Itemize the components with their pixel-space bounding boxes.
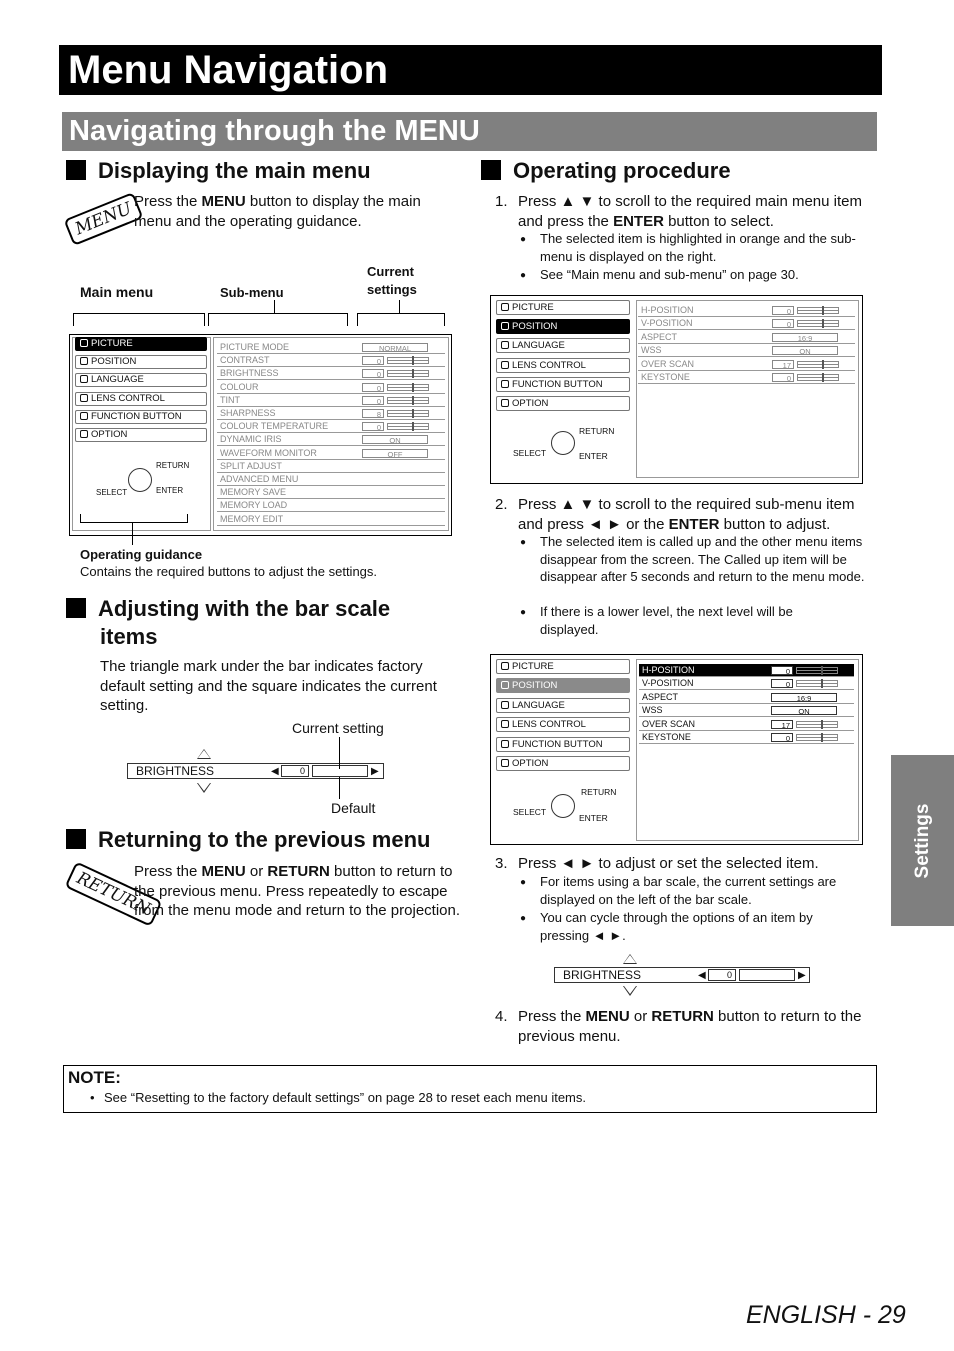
sub-menu-item-value: 17 xyxy=(772,360,794,369)
main-menu-item[interactable] xyxy=(75,337,207,351)
sub-menu-item-label: KEYSTONE xyxy=(642,732,691,742)
sub-menu-item[interactable] xyxy=(639,718,854,731)
sub-menu-item-label: SPLIT ADJUST xyxy=(220,460,282,471)
main-menu-item-label: OPTION xyxy=(512,758,549,769)
step2-bullet2: ● If there is a lower level, the next level will be displayed. xyxy=(540,603,840,638)
heading-displaying: Displaying the main menu xyxy=(66,157,371,185)
main-menu-item-label: LENS CONTROL xyxy=(512,359,586,371)
guide-select: SELECT xyxy=(513,448,547,458)
step3-number: 3. xyxy=(495,855,508,872)
sub-menu-item-label: WSS xyxy=(641,345,662,356)
sub-menu-item[interactable] xyxy=(217,473,445,486)
sub-menu-item-label: OVER SCAN xyxy=(641,358,695,369)
sub-menu-item-value: 8 xyxy=(362,409,384,418)
sub-menu-item-value: 0 xyxy=(771,666,793,675)
main-menu-item-label: LENS CONTROL xyxy=(91,392,165,404)
displaying-text: Press the MENU button to display the main menu and the operating guidance. xyxy=(134,193,421,230)
bar-scale xyxy=(387,357,429,364)
sub-menu-item[interactable] xyxy=(638,358,855,371)
bar-scale xyxy=(387,397,429,404)
guidance-text: Contains the required buttons to adjust the settings. xyxy=(80,564,378,579)
menu-item-icon xyxy=(80,430,88,438)
sub-menu-item[interactable] xyxy=(638,304,855,317)
menu-item-icon xyxy=(80,339,88,347)
menu-item-icon xyxy=(501,662,509,670)
menu-item-icon xyxy=(501,380,509,388)
sub-menu-item-value: 0 xyxy=(362,383,384,392)
step4-text: Press the MENU or RETURN button to return to the previous menu. xyxy=(518,1008,862,1045)
sub-menu-item-label: WAVEFORM MONITOR xyxy=(220,447,317,458)
main-menu-item-label: PICTURE xyxy=(512,661,554,672)
sub-menu-item[interactable] xyxy=(217,499,445,512)
label-default: Default xyxy=(331,800,376,816)
sub-menu-item[interactable] xyxy=(217,513,445,526)
main-menu-item[interactable] xyxy=(75,428,207,442)
menu-item-icon xyxy=(501,701,509,709)
sub-menu-item-label: H-POSITION xyxy=(642,665,695,675)
bar-track xyxy=(312,765,368,777)
sub-menu-item-label: KEYSTONE xyxy=(641,372,690,382)
sub-menu-item-label: SHARPNESS xyxy=(220,408,276,418)
main-menu-item[interactable] xyxy=(75,410,207,424)
sub-menu-item-value: 0 xyxy=(362,356,384,365)
note-bullet: • xyxy=(90,1090,95,1105)
bar-scale xyxy=(797,320,839,327)
sub-menu-item[interactable] xyxy=(217,367,445,380)
step1-text: Press ▲ ▼ to scroll to the required main menu item and press the ENTER button to select. xyxy=(518,193,862,230)
sub-menu-item-label: COLOUR TEMPERATURE xyxy=(220,421,329,432)
sub-menu-item[interactable] xyxy=(639,664,854,677)
sub-menu-item[interactable] xyxy=(217,486,445,499)
menu-screen-step1 xyxy=(490,295,863,484)
sub-menu-item[interactable] xyxy=(639,731,854,744)
main-menu-screen xyxy=(69,334,452,536)
sub-menu-item-value: ON xyxy=(362,435,428,444)
bar-scale xyxy=(796,721,838,728)
guide-select: SELECT xyxy=(513,807,547,817)
sub-menu-item-value: 0 xyxy=(362,369,384,378)
sub-menu-item-value: ON xyxy=(772,346,838,355)
sub-menu-item-label: OVER SCAN xyxy=(642,718,696,729)
bar-scale xyxy=(387,410,429,417)
sub-menu-item-value: 16:9 xyxy=(772,333,838,342)
menu-item-icon xyxy=(80,357,88,365)
menu-button-icon: MENU xyxy=(63,192,143,246)
right-arrow-icon: ▶ xyxy=(798,970,806,981)
sub-menu-item-value: OFF xyxy=(362,449,428,458)
step1-number: 1. xyxy=(495,193,508,210)
main-menu-item[interactable] xyxy=(75,355,207,369)
sub-menu-item-value: 0 xyxy=(772,306,794,315)
bar-value: 0 xyxy=(708,969,736,981)
section-title: Navigating through the MENU xyxy=(62,112,877,151)
sub-menu-item[interactable] xyxy=(217,433,445,446)
sub-menu-item-label: CONTRAST xyxy=(220,355,270,366)
bar-scale xyxy=(387,384,429,391)
main-menu-item[interactable] xyxy=(496,319,630,334)
heading-operating: Operating procedure xyxy=(481,157,731,185)
main-menu-item-label: OPTION xyxy=(91,429,128,440)
note-text: See “Resetting to the factory default settings” on page 28 to reset each menu items. xyxy=(104,1090,586,1105)
step1-bullet2: ● See “Main menu and sub-menu” on page 30. xyxy=(540,266,870,284)
label-sub-menu: Sub-menu xyxy=(220,285,284,300)
triangle-down-icon xyxy=(197,783,211,793)
sub-menu-item[interactable] xyxy=(217,354,445,367)
guidance-title: Operating guidance xyxy=(80,547,203,562)
step3-text: Press ◄ ► to adjust or set the selected item. xyxy=(518,855,819,872)
page-title: Menu Navigation xyxy=(59,45,882,95)
step1-bullet1: ● The selected item is highlighted in orange and the sub-menu is displayed on the right. xyxy=(540,230,870,265)
bar-scale xyxy=(387,423,429,430)
guide-select: SELECT xyxy=(96,488,128,497)
sub-menu-item-label: MEMORY SAVE xyxy=(220,487,287,498)
main-menu-item-label: PICTURE xyxy=(91,338,133,349)
sub-menu-item[interactable] xyxy=(217,394,445,407)
sub-menu-item-label: V-POSITION xyxy=(641,318,693,329)
sub-menu-item-value: 0 xyxy=(772,373,794,382)
main-menu-item[interactable] xyxy=(496,737,630,752)
sub-menu-item-label: WSS xyxy=(642,705,663,716)
sub-menu-item-value: 17 xyxy=(771,720,793,729)
main-menu-item[interactable] xyxy=(496,678,630,693)
menu-item-icon xyxy=(501,720,509,728)
pointer-guidance xyxy=(132,523,133,545)
label-current-settings: Current settings xyxy=(367,264,417,297)
step3-bullet1: ● For items using a bar scale, the current settings are displayed on the left of the bar scale. xyxy=(540,873,875,908)
sub-menu-item[interactable] xyxy=(217,407,445,420)
sub-menu-item-label: ADVANCED MENU xyxy=(220,474,299,484)
menu-item-icon xyxy=(501,341,509,349)
bar-scale xyxy=(796,734,838,741)
left-arrow-icon: ◀ xyxy=(698,970,706,981)
heading-adjusting: Adjusting with the bar scale items xyxy=(66,595,390,651)
main-menu-item-label: FUNCTION BUTTON xyxy=(91,410,182,422)
main-menu-item-label: OPTION xyxy=(512,398,549,409)
main-menu-item-label: PICTURE xyxy=(512,302,554,313)
guide-return: RETURN xyxy=(579,426,615,436)
bar-scale xyxy=(797,307,839,314)
bracket-current xyxy=(357,313,445,326)
sub-menu-item-label: ASPECT xyxy=(642,691,679,702)
right-arrow-icon: ▶ xyxy=(371,766,379,777)
sub-menu-item[interactable] xyxy=(638,371,855,384)
bar-track xyxy=(739,969,795,981)
main-menu-item[interactable] xyxy=(496,698,630,713)
bracket-main xyxy=(73,313,205,326)
bar-scale xyxy=(796,667,838,674)
sub-menu-item-label: BRIGHTNESS xyxy=(220,368,279,379)
main-menu-item-label: POSITION xyxy=(91,356,137,368)
brightness-bar-example: BRIGHTNESS ◀ 0 ▶ xyxy=(127,763,384,779)
bar-value: 0 xyxy=(281,765,309,777)
sub-menu-item-value: ON xyxy=(771,706,837,715)
main-menu-item-label: FUNCTION BUTTON xyxy=(512,378,603,390)
sub-menu-item[interactable] xyxy=(639,691,854,704)
label-current-setting: Current setting xyxy=(292,720,384,736)
bracket-sub xyxy=(208,313,348,326)
step2-text: Press ▲ ▼ to scroll to the required sub-menu item and press ◄ ► or the ENTER button to adjust. xyxy=(518,496,855,533)
main-menu-item[interactable] xyxy=(496,717,630,732)
heading-returning: Returning to the previous menu xyxy=(66,826,430,854)
bar-scale xyxy=(797,361,839,368)
menu-item-icon xyxy=(501,740,509,748)
main-menu-item[interactable] xyxy=(496,358,630,373)
bracket-guidance xyxy=(80,514,188,523)
sub-menu-item-value: 0 xyxy=(362,422,384,431)
main-menu-item[interactable] xyxy=(496,338,630,353)
main-menu-item[interactable] xyxy=(496,377,630,392)
sub-menu-item[interactable] xyxy=(638,344,855,357)
sub-menu-item[interactable] xyxy=(217,341,445,354)
dpad-icon xyxy=(551,431,575,455)
pointer-current-setting xyxy=(339,737,340,769)
sub-menu-item-value: 0 xyxy=(771,679,793,688)
main-menu-item-label: LANGUAGE xyxy=(512,699,565,711)
step2-number: 2. xyxy=(495,496,508,513)
adjusting-text: The triangle mark under the bar indicates factory default setting and the square indicates the current setting. xyxy=(100,658,437,714)
sub-menu-item-label: H-POSITION xyxy=(641,305,694,315)
main-menu-item[interactable] xyxy=(496,659,630,674)
sub-menu-item-value: 0 xyxy=(362,396,384,405)
sub-menu-item-label: V-POSITION xyxy=(642,678,694,689)
guide-enter: ENTER xyxy=(579,451,608,461)
sub-menu-item-label: MEMORY LOAD xyxy=(220,500,288,511)
label-main-menu: Main menu xyxy=(80,284,154,300)
sub-menu-item[interactable] xyxy=(639,704,854,717)
guide-return: RETURN xyxy=(156,461,190,470)
sub-menu-item[interactable] xyxy=(639,677,854,690)
sub-menu-item-label: ASPECT xyxy=(641,331,678,342)
sub-menu-item[interactable] xyxy=(638,331,855,344)
sub-menu-item[interactable] xyxy=(217,420,445,433)
main-menu-item-label: POSITION xyxy=(512,680,558,692)
main-menu-item-label: POSITION xyxy=(512,321,558,333)
main-menu-item[interactable] xyxy=(496,396,630,411)
sub-menu-item-value: 16:9 xyxy=(771,693,837,702)
menu-item-icon xyxy=(501,759,509,767)
menu-item-icon xyxy=(501,399,509,407)
triangle-down-icon xyxy=(623,986,637,996)
return-button-icon: RETURN xyxy=(65,861,163,926)
sub-menu-item-label: PICTURE MODE xyxy=(220,342,290,352)
left-arrow-icon: ◀ xyxy=(271,766,279,777)
main-menu-item-label: LENS CONTROL xyxy=(512,719,586,731)
menu-item-icon xyxy=(501,303,509,311)
main-menu-item-label: FUNCTION BUTTON xyxy=(512,738,603,750)
sub-menu-item[interactable] xyxy=(217,447,445,460)
note-title: NOTE: xyxy=(68,1068,121,1087)
returning-text: Press the MENU or RETURN button to return to the previous menu. Press repeatedly to escape from the menu mode and return to the projection. xyxy=(134,863,461,919)
sub-menu-item[interactable] xyxy=(217,460,445,473)
page-number: ENGLISH - 29 xyxy=(746,1301,906,1329)
dpad-icon xyxy=(128,468,152,492)
main-menu-item[interactable] xyxy=(496,300,630,315)
main-menu-item[interactable] xyxy=(75,392,207,406)
menu-item-icon xyxy=(80,412,88,420)
sub-menu-item[interactable] xyxy=(217,381,445,394)
menu-item-icon xyxy=(80,375,88,383)
main-menu-item-label: LANGUAGE xyxy=(91,374,144,386)
sub-menu-item-label: MEMORY EDIT xyxy=(220,513,284,524)
triangle-up-icon xyxy=(623,954,637,964)
main-menu-item[interactable] xyxy=(75,373,207,387)
sub-menu-item-label: COLOUR xyxy=(220,381,259,392)
guide-enter: ENTER xyxy=(156,486,184,495)
settings-tab: Settings xyxy=(891,755,954,926)
sub-menu-item-value: NORMAL xyxy=(362,343,428,352)
triangle-up-icon xyxy=(197,749,211,759)
guide-return: RETURN xyxy=(581,787,617,797)
sub-menu-item-value: 0 xyxy=(771,733,793,742)
menu-item-icon xyxy=(501,322,509,330)
sub-menu-item[interactable] xyxy=(638,317,855,330)
main-menu-item[interactable] xyxy=(496,756,630,771)
bar-scale xyxy=(387,370,429,377)
sub-menu-item-value: 0 xyxy=(772,319,794,328)
note-box xyxy=(63,1065,877,1113)
pointer-current xyxy=(399,300,400,313)
pointer-sub xyxy=(274,300,275,313)
sub-menu-item-label: TINT xyxy=(220,394,240,405)
menu-item-icon xyxy=(80,394,88,402)
pointer-default xyxy=(339,777,340,799)
step3-bullet2: ● You can cycle through the options of an item by pressing ◄ ►. xyxy=(540,909,860,944)
guide-enter: ENTER xyxy=(579,813,608,823)
step2-bullet1: ● The selected item is called up and the other menu items disappear from the screen. The Called up item will be disappear after 5 seconds and return to the menu mode. xyxy=(540,533,875,586)
bar-scale xyxy=(796,680,838,687)
dpad-icon xyxy=(551,794,575,818)
menu-item-icon xyxy=(501,681,509,689)
menu-item-icon xyxy=(501,361,509,369)
sub-menu-item-label: DYNAMIC IRIS xyxy=(220,434,282,445)
step4-number: 4. xyxy=(495,1008,508,1025)
menu-screen-step2 xyxy=(490,654,863,845)
brightness-bar-step3: BRIGHTNESS ◀ 0 ▶ xyxy=(554,967,810,983)
main-menu-item-label: LANGUAGE xyxy=(512,340,565,352)
bar-scale xyxy=(797,374,839,381)
